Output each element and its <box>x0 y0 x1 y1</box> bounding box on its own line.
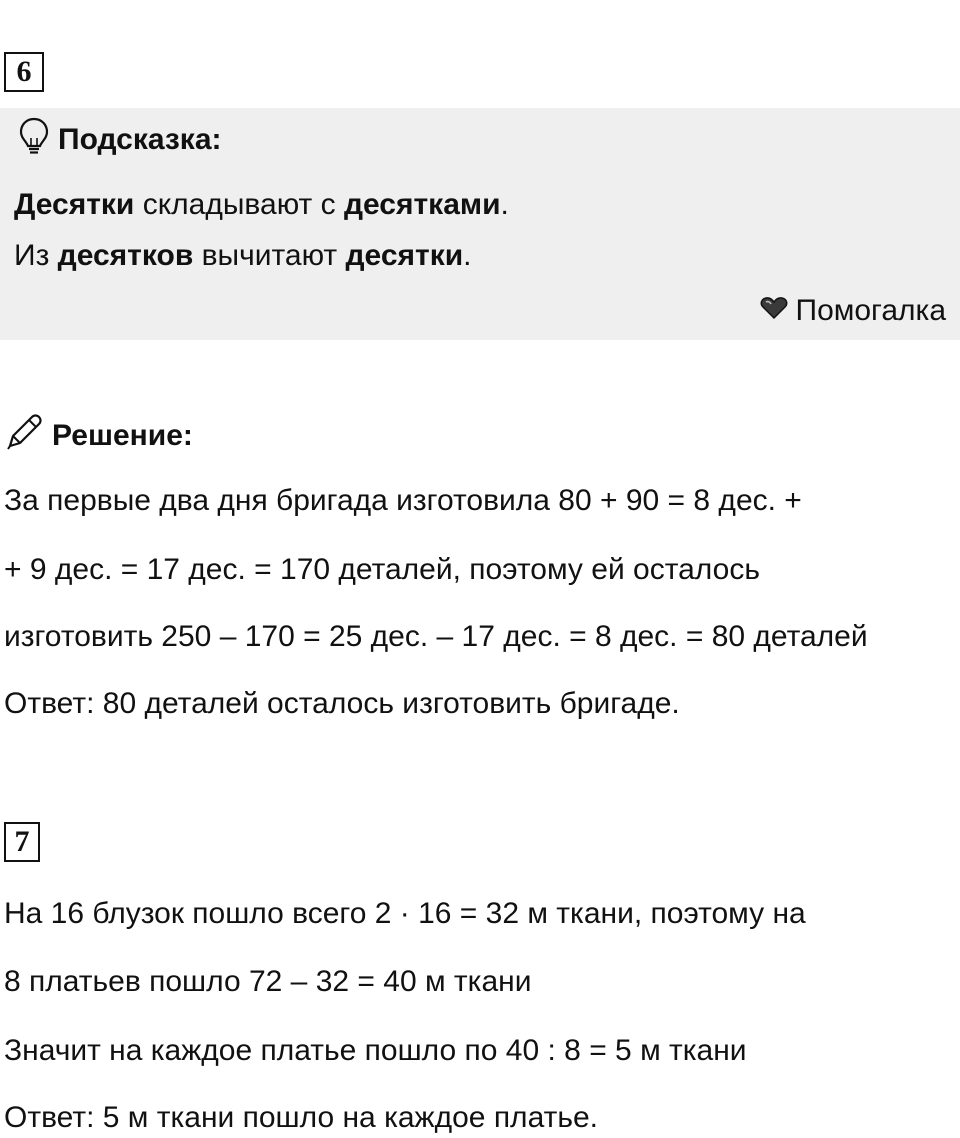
hint-bold-text: десятками <box>343 188 501 221</box>
hint-header <box>18 116 222 164</box>
lightbulb-icon <box>18 116 50 164</box>
task-number-6: 6 <box>4 52 44 92</box>
heart-icon <box>760 294 788 328</box>
task7-line: 8 платьев пошло 72 – 32 = 40 м ткани <box>4 965 532 998</box>
task7-line: На 16 блузок пошло всего 2 · 16 = 32 м ткани, поэтому на <box>4 897 806 930</box>
hint-text: . <box>500 188 509 221</box>
hint-bold-text: десятки <box>345 239 464 272</box>
credit-text: Помогалка <box>795 294 946 327</box>
solution-title: Решение: <box>52 419 193 452</box>
hint-bold-text: десятков <box>57 239 194 272</box>
solution-answer: Ответ: 80 деталей осталось изготовить бригаде. <box>4 687 680 720</box>
hint-text: Из <box>14 239 58 272</box>
solution-line: За первые два дня бригада изготовила 80 + 90 = 8 дес. + <box>4 484 802 517</box>
hint-bold-text: Десятки <box>14 188 135 221</box>
hint-title: Подсказка: <box>58 123 222 156</box>
task-number-7: 7 <box>4 822 40 862</box>
task7-line: Значит на каждое платье пошло по 40 : 8 = 5 м ткани <box>4 1034 747 1067</box>
hint-text: вычитают <box>193 239 346 272</box>
pencil-icon <box>4 412 44 460</box>
hint-line-2 <box>14 239 472 273</box>
solution-line: + 9 дес. = 17 дес. = 170 деталей, поэтому ей осталось <box>4 553 760 586</box>
task7-answer: Ответ: 5 м ткани пошло на каждое платье. <box>4 1101 598 1134</box>
hint-text: складывают с <box>134 188 344 221</box>
solution-line: изготовить 250 – 170 = 25 дес. – 17 дес. = 8 дес. = 80 деталей <box>4 620 868 653</box>
credit <box>760 294 947 328</box>
hint-text: . <box>463 239 472 272</box>
hint-line-1 <box>14 188 509 222</box>
solution-header <box>4 412 193 460</box>
